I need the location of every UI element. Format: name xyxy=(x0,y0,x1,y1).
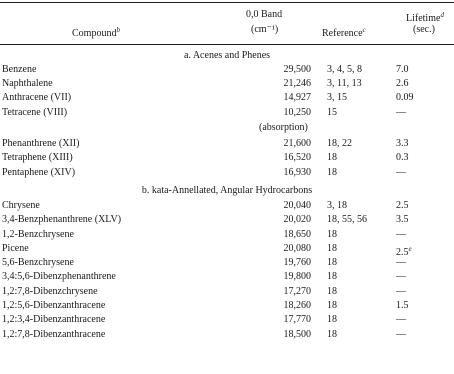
row-lifetime-text: 7.0 xyxy=(396,64,409,75)
row-lifetime xyxy=(396,92,414,104)
row-compound-text: 5,6-Benzchrysene xyxy=(2,257,74,268)
row-lifetime xyxy=(396,229,406,241)
row-reference-text: 3, 4, 5, 8 xyxy=(327,64,362,75)
row-compound xyxy=(2,314,105,326)
row-reference-text: 18 xyxy=(327,167,337,178)
row-compound-text: Picene xyxy=(2,243,29,254)
row-lifetime xyxy=(396,214,409,226)
row-lifetime-text: — xyxy=(396,329,406,340)
row-lifetime-text: 0.3 xyxy=(396,152,409,163)
row-compound-text: Tetraphene (XIII) xyxy=(2,152,73,163)
row-compound xyxy=(2,229,74,241)
row-lifetime xyxy=(396,138,409,150)
section-a-title: a. Acenes and Phenes xyxy=(183,50,271,61)
row-compound-text: 1,2:7,8-Dibenzanthracene xyxy=(2,329,106,340)
row-reference xyxy=(327,200,347,212)
row-lifetime-text: 0.09 xyxy=(396,92,414,103)
row-band xyxy=(241,314,311,326)
row-band xyxy=(241,167,311,179)
row-band-text: 20,080 xyxy=(283,243,311,254)
row-compound xyxy=(2,92,71,104)
row-band-text: 18,650 xyxy=(283,229,311,240)
row-compound-text: Phenanthrene (XII) xyxy=(2,138,80,149)
row-lifetime xyxy=(396,300,409,312)
row-reference-text: 3, 15 xyxy=(327,92,347,103)
row-lifetime-text: — xyxy=(396,286,406,297)
row-compound-text: Anthracene (VII) xyxy=(2,92,72,103)
row-compound xyxy=(2,300,105,312)
row-reference-text: 18 xyxy=(327,257,337,268)
row-reference xyxy=(327,92,347,104)
row-lifetime xyxy=(396,200,409,212)
row-compound xyxy=(2,329,105,341)
row-lifetime xyxy=(396,329,406,341)
header-compound-sup: b xyxy=(116,26,120,34)
row-band-text: 20,020 xyxy=(283,214,311,225)
row-compound-text: Naphthalene xyxy=(2,78,53,89)
row-reference-text: 18, 55, 56 xyxy=(327,214,367,225)
row-band-text: 10,250 xyxy=(283,107,311,118)
row-reference xyxy=(327,78,362,90)
row-reference-text: 18, 22 xyxy=(327,138,352,149)
header-band-line2: (cm⁻¹) xyxy=(251,24,279,35)
row-reference-text: 18 xyxy=(327,243,337,254)
row-compound-text: 1,2:7,8-Dibenzchrysene xyxy=(2,286,98,297)
row-band xyxy=(241,78,311,90)
header-reference-label: Reference xyxy=(322,28,363,39)
row-band xyxy=(241,271,311,283)
row-reference xyxy=(327,167,337,179)
row-reference xyxy=(327,229,337,241)
row-lifetime-text: — xyxy=(396,314,406,325)
row-band-text: 29,500 xyxy=(283,64,311,75)
row-compound xyxy=(2,286,98,298)
row-compound xyxy=(2,152,73,164)
row-band xyxy=(241,200,311,212)
section-b-title: b. kata-Annellated, Angular Hydrocarbons xyxy=(141,185,313,196)
row-lifetime-text: 3.5 xyxy=(396,214,409,225)
row-band xyxy=(241,286,311,298)
row-band xyxy=(241,138,311,150)
row-reference-text: 18 xyxy=(327,329,337,340)
row-lifetime-text: — xyxy=(396,271,406,282)
row-reference xyxy=(327,329,337,341)
row-band xyxy=(241,107,311,119)
row-lifetime-text: — xyxy=(396,167,406,178)
row-compound xyxy=(2,257,74,269)
row-band xyxy=(241,152,311,164)
row-compound xyxy=(2,138,79,150)
row-band xyxy=(241,329,311,341)
header-compound xyxy=(72,24,120,40)
row-band-text: 19,800 xyxy=(283,271,311,282)
row-compound-text: Pentaphene (XIV) xyxy=(2,167,76,178)
row-compound-text: 1,2:5,6-Dibenzanthracene xyxy=(2,300,106,311)
row-lifetime xyxy=(396,286,406,298)
row-band xyxy=(241,229,311,241)
row-reference-text: 18 xyxy=(327,300,337,311)
row-lifetime xyxy=(396,64,409,76)
row-lifetime-text: — xyxy=(396,107,406,118)
row-reference xyxy=(327,271,337,283)
row-lifetime xyxy=(396,257,406,269)
row-lifetime-text: 2.5 xyxy=(396,247,409,258)
row-band-text: 17,770 xyxy=(283,314,311,325)
row-compound xyxy=(2,271,116,283)
row-reference-text: 3, 18 xyxy=(327,200,347,211)
row-reference-text: 18 xyxy=(327,152,337,163)
row-band-text: 17,270 xyxy=(283,286,311,297)
row-reference-text: 18 xyxy=(327,229,337,240)
row-compound xyxy=(2,78,53,90)
row-lifetime xyxy=(396,314,406,326)
row-reference xyxy=(327,314,337,326)
header-rule xyxy=(0,44,454,45)
row-lifetime-text: 3.3 xyxy=(396,138,409,149)
row-reference xyxy=(327,107,337,119)
row-compound xyxy=(2,243,29,255)
row-reference-text: 3, 11, 13 xyxy=(327,78,362,89)
row-lifetime xyxy=(396,167,406,179)
row-compound-text: 3,4-Benzphenanthrene (XLV) xyxy=(2,214,122,225)
row-compound xyxy=(2,107,67,119)
row-reference xyxy=(327,243,337,255)
row-band xyxy=(241,92,311,104)
row-compound-text: Chrysene xyxy=(2,200,40,211)
row-reference xyxy=(327,257,337,269)
row-compound-text: Tetracene (VIII) xyxy=(2,107,68,118)
row-band-text: 16,930 xyxy=(283,167,311,178)
row-reference xyxy=(327,64,362,76)
row-lifetime-text: — xyxy=(396,257,406,268)
header-lifetime-label: Lifetime xyxy=(406,13,441,24)
row-band-text: 18,260 xyxy=(283,300,311,311)
row-band-text: 14,927 xyxy=(283,92,311,103)
row-band xyxy=(241,243,311,255)
absorption-note: (absorption) xyxy=(259,122,308,133)
row-compound xyxy=(2,167,75,179)
header-lifetime-line1 xyxy=(406,9,444,25)
row-compound xyxy=(2,214,121,226)
row-band xyxy=(241,300,311,312)
header-lifetime-sup: d xyxy=(440,11,444,19)
row-lifetime-text: — xyxy=(396,229,406,240)
row-lifetime-sup: e xyxy=(408,245,412,253)
row-compound-text: 1,2:3,4-Dibenzanthracene xyxy=(2,314,106,325)
row-reference-text: 18 xyxy=(327,286,337,297)
row-reference-text: 18 xyxy=(327,314,337,325)
top-rule xyxy=(0,2,454,3)
header-reference xyxy=(322,24,366,40)
row-band-text: 18,500 xyxy=(283,329,311,340)
row-lifetime-text: 2.5 xyxy=(396,200,409,211)
row-lifetime xyxy=(396,271,406,283)
row-compound-text: 3,4:5,6-Dibenzphenanthrene xyxy=(2,271,116,282)
header-band-line1: 0,0 Band xyxy=(246,9,283,20)
row-band xyxy=(241,257,311,269)
row-compound xyxy=(2,200,40,212)
header-compound-label: Compound xyxy=(72,28,117,39)
row-reference-text: 18 xyxy=(327,271,337,282)
row-lifetime-text: 2.6 xyxy=(396,78,409,89)
row-lifetime xyxy=(396,152,409,164)
row-lifetime xyxy=(396,107,406,119)
row-compound xyxy=(2,64,36,76)
row-band-text: 16,520 xyxy=(283,152,311,163)
row-band xyxy=(241,64,311,76)
row-band-text: 20,040 xyxy=(283,200,311,211)
row-lifetime xyxy=(396,78,409,90)
row-reference-text: 15 xyxy=(327,107,337,118)
row-reference xyxy=(327,300,337,312)
row-band-text: 21,246 xyxy=(283,78,311,89)
row-band-text: 21,600 xyxy=(283,138,311,149)
row-band xyxy=(241,214,311,226)
header-reference-sup: c xyxy=(362,26,366,34)
row-reference xyxy=(327,138,352,150)
row-compound-text: 1,2-Benzchrysene xyxy=(2,229,74,240)
header-lifetime-line2: (sec.) xyxy=(413,24,435,35)
row-compound-text: Benzene xyxy=(2,64,37,75)
row-reference xyxy=(327,286,337,298)
row-reference xyxy=(327,214,367,226)
row-reference xyxy=(327,152,337,164)
row-band-text: 19,760 xyxy=(283,257,311,268)
row-lifetime-text: 1.5 xyxy=(396,300,409,311)
